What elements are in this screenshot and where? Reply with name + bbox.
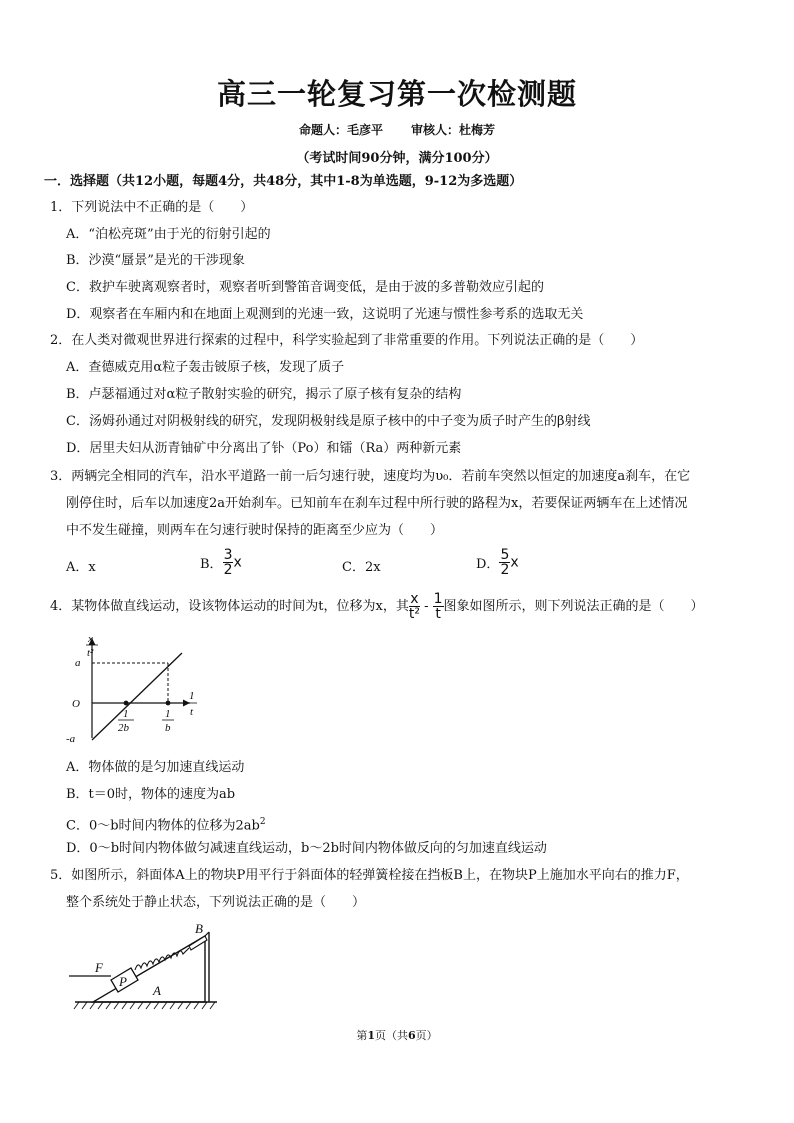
- q3-option-b-denominator: 2: [223, 562, 233, 578]
- q2-option-b: B．卢瑟福通过对α粒子散射实验的研究，揭示了原子核有复杂的结构: [66, 387, 462, 402]
- q3-option-d: [476, 548, 519, 577]
- q5-figure: [65, 918, 225, 1018]
- q3-option-b-var: x: [233, 554, 242, 571]
- point-1-over-2b: [124, 701, 129, 706]
- q4-option-a: A．物体做的是匀加速直线运动: [66, 760, 245, 775]
- q4-frac2-den: t: [435, 606, 441, 622]
- q4-option-d: D．0～b时间内物体做匀减速直线运动，b～2b时间内物体做反向的匀加速直线运动: [66, 841, 547, 856]
- footer-pre: 第: [356, 1029, 368, 1042]
- q5-line-2: 整个系统处于静止状态，下列说法正确的是（ ）: [66, 895, 366, 910]
- authors-line: [0, 121, 794, 138]
- q3-line-3: 中不发生碰撞，则两车在匀速行驶时保持的距离至少应为（ ）: [66, 523, 444, 538]
- x-label-num: 1: [189, 690, 195, 702]
- proposer: 命题人：毛彦平: [298, 123, 383, 137]
- incline-a: [93, 936, 205, 1002]
- q4-frac1-num: x: [410, 591, 419, 607]
- footer-mid: 页（共: [375, 1029, 408, 1042]
- footer-post: 页）: [415, 1029, 438, 1042]
- q4-frac1: [409, 592, 420, 621]
- q4-option-c-text: C．0～b时间内物体的位移为2ab: [66, 818, 260, 834]
- q3-line-1: 3．两辆完全相同的汽车，沿水平道路一前一后匀速行驶，速度均为υ₀．若前车突然以恒定的加速度a刹车，在它: [50, 469, 691, 484]
- q1-option-b: B．沙漠“蜃景”是光的干涉现象: [66, 253, 245, 268]
- ground-hatch: [74, 1002, 215, 1009]
- q4-frac1-den: t²: [408, 606, 420, 622]
- q4-option-c: [66, 813, 266, 835]
- footer-page: 1: [367, 1029, 375, 1042]
- label-a-incline: A: [153, 983, 161, 998]
- q4-frac2-num: 1: [433, 591, 443, 607]
- q4-option-b: B．t＝0时，物体的速度为ab: [66, 787, 236, 802]
- q4-stem: [50, 592, 704, 621]
- label-f: F: [95, 960, 103, 975]
- label-neg-a: -a: [66, 733, 76, 745]
- tick1-den: 2b: [118, 722, 129, 734]
- y-label-den: t²: [87, 647, 94, 659]
- q4-stem-pre: 4．某物体做直线运动，设该物体运动的时间为t，位移为x，其: [50, 599, 409, 614]
- q3-option-d-var: x: [510, 554, 519, 571]
- q3-option-b-numerator: 3: [223, 547, 233, 563]
- q1-option-c: C．救护车驶离观察者时，观察者听到警笛音调变低，是由于波的多普勒效应引起的: [66, 280, 544, 295]
- q4-frac2: [433, 592, 444, 621]
- exam-info: （考试时间90分钟，满分100分）: [296, 151, 498, 166]
- exam-title: 高三一轮复习第一次检测题: [216, 77, 577, 111]
- q2-stem: 2．在人类对微观世界进行探索的过程中，科学实验起到了非常重要的作用。下列说法正确的是（ ）: [50, 333, 644, 348]
- q3-option-d-fraction: [499, 548, 510, 577]
- q1-stem: 1．下列说法中不正确的是（ ）: [50, 200, 254, 215]
- q3-option-b: [200, 548, 242, 577]
- q3-line-2: 刚停住时，后车以加速度2a开始刹车。已知前车在刹车过程中所行驶的路程为x，若要保证两辆车在上述情况: [66, 496, 688, 511]
- q3-option-d-denominator: 2: [500, 562, 510, 578]
- q3-option-b-label: B．: [200, 557, 223, 572]
- q5-line-1: 5．如图所示，斜面体A上的物块P用平行于斜面体的轻弹簧栓接在挡板B上，在物块P上施加水平向右的推力F，: [50, 868, 689, 883]
- q4-option-c-sup: 2: [259, 817, 266, 827]
- label-p: P: [119, 974, 127, 989]
- q1-option-d: D．观察者在车厢内和在地面上观测到的光速一致，这说明了光速与惯性参考系的选取无关: [66, 307, 584, 322]
- q4-dash: -: [419, 599, 433, 614]
- tick2-den: b: [165, 722, 171, 734]
- q1-option-a: A．“泊松亮斑”由于光的衍射引起的: [66, 227, 271, 242]
- label-a: a: [75, 657, 81, 669]
- q3-option-c: C．2x: [342, 560, 381, 575]
- q3-option-a: A．x: [66, 560, 96, 575]
- tick2-num: 1: [165, 708, 171, 720]
- q2-option-a: A．查德威克用α粒子轰击铍原子核，发现了质子: [66, 360, 345, 375]
- page-footer: [0, 1027, 794, 1043]
- q2-option-d: D．居里夫妇从沥青铀矿中分离出了钋（Po）和镭（Ra）两种新元素: [66, 441, 462, 456]
- section-heading: 一．选择题（共12小题，每题4分，共48分，其中1-8为单选题，9-12为多选题）: [44, 174, 523, 189]
- y-label-num: x: [88, 633, 93, 645]
- q3-option-d-label: D．: [476, 557, 500, 572]
- q3-option-b-fraction: [223, 548, 234, 577]
- x-label-den: t: [190, 706, 194, 718]
- point-1-over-b: [166, 701, 171, 706]
- tick1-num: 1: [123, 708, 129, 720]
- q3-option-d-numerator: 5: [500, 547, 510, 563]
- footer-total: 6: [408, 1029, 416, 1042]
- reviewer: 审核人：杜梅芳: [411, 123, 496, 137]
- label-origin: O: [72, 698, 80, 710]
- q4-stem-post: 图象如图所示，则下列说法正确的是（ ）: [443, 599, 704, 614]
- q2-option-c: C．汤姆孙通过对阴极射线的研究，发现阴极射线是原子核中的中子变为质子时产生的β射线: [66, 414, 591, 429]
- label-b: B: [195, 921, 203, 936]
- spring: [135, 948, 189, 970]
- q4-graph: [60, 630, 220, 750]
